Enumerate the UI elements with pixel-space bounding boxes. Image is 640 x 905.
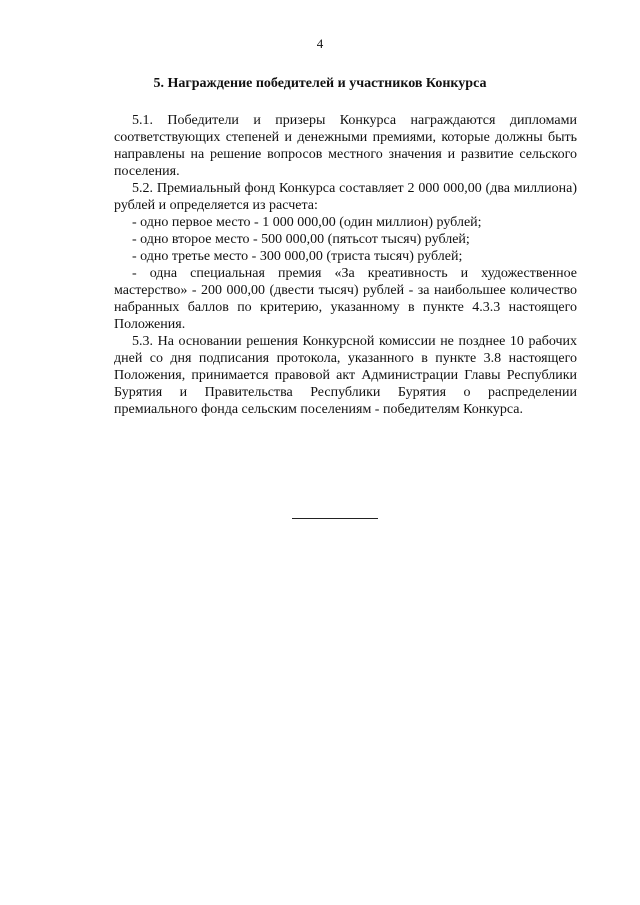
document-body — [114, 112, 577, 418]
prize-third-place: - одно третье место - 300 000,00 (триста тысяч) рублей; — [132, 249, 463, 264]
section-heading: 5. Награждение победителей и участников Конкурса — [153, 76, 487, 91]
prize-special: - одна специальная премия «За креативность и художественное мастерство» - 200 000,00 (двести тысяч) рублей - за наибольшее количество набранных баллов по критерию, указанному в пункте 4.3.3 настоящего Положения. — [114, 266, 577, 332]
paragraph-5-2: 5.2. Премиальный фонд Конкурса составляет 2 000 000,00 (два миллиона) рублей и определяется из расчета: — [114, 181, 577, 213]
end-separator-line — [292, 518, 378, 519]
paragraph-5-1: 5.1. Победители и призеры Конкурса награждаются дипломами соответствующих степеней и денежными премиями, которые должны быть направлены на решение вопросов местного значения и развитие сельского поселения. — [114, 113, 577, 179]
prize-first-place: - одно первое место - 1 000 000,00 (один миллион) рублей; — [132, 215, 482, 230]
paragraph-5-3: 5.3. На основании решения Конкурсной комиссии не позднее 10 рабочих дней со дня подписания протокола, указанного в пункте 3.8 настоящего Положения, принимается правовой акт Администрации Главы Республики Бурятия и Правительства Республики Бурятия о распределении премиального фонда сельским поселениям - победителям Конкурса. — [114, 334, 577, 417]
page-number: 4 — [316, 36, 324, 51]
prize-second-place: - одно второе место - 500 000,00 (пятьсот тысяч) рублей; — [132, 232, 470, 247]
